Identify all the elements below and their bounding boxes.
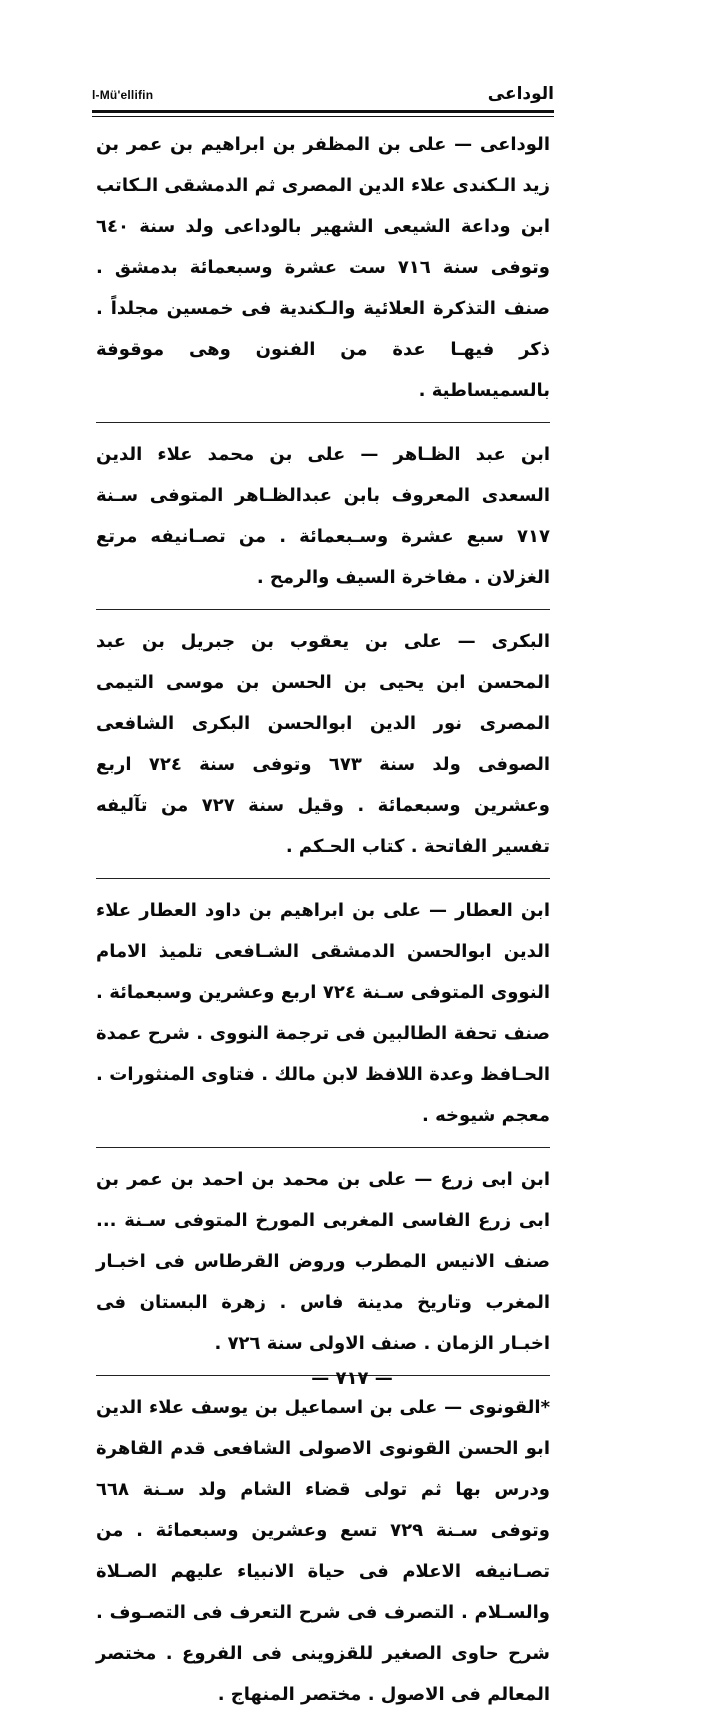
entry-separator	[96, 609, 550, 610]
entry-separator	[96, 422, 550, 423]
header-rule-thin	[92, 116, 554, 117]
entry-qunawi: *القونوی — علی بن اسماعیل بن یوسف علاء الدین ابو الحسن القونوی الاصولی الشافعی قدم القاهرة ودرس بها ثم تولی قضاء الشام ولد سـنة ٦٦٨ وتوفی سـنة ٧٢٩ تسع وعشرین وسبعمائة . من تصـانیفه الاعلام فی حیاة الانبیاء علیهم الصـلاة والسـلام . التصرف فی شرح التعرف فی التصـوف . شرح حاوی الصغیر للقزوینی فی الفروع . مختصر المعالم فی الاصول . مختصر المنهاج .	[96, 1397, 550, 1705]
entry-ibn-al-attar: ابن العطار — علی بن ابراهیم بن داود العطار علاء الدین ابوالحسن الدمشقی الشـافعی تلمیذ الامام النووی المتوفی سـنة ٧٢٤ اربع وعشرین وسبعمائة . صنف تحفة الطالبین فی ترجمة النووی . شرح عمدة الحـافظ وعدة اللافظ لابن مالك . فتاوی المنثورات . معجم شیوخه .	[96, 900, 550, 1126]
entry-wadai: الوداعی — علی بن المظفر بن ابراهیم بن عمر بن زید الـكندی علاء الدین المصری ثم الدمشقی الـكاتب ابن وداعة الشیعی الشهیر بالوداعی ولد سنة ٦٤٠ وتوفی سنة ٧١٦ ست عشرة وسبعمائة بدمشق . صنف التذكرة العلائیة والـكندیة فی خمسین مجلداً . ذكر فیهـا عدة من الفنون وهی موقوفة بالسمیساطیة .	[96, 134, 550, 401]
entry-separator	[96, 878, 550, 879]
entry-ibn-abd-al-zahir: ابن عبد الظـاهر — علی بن محمد علاء الدین السعدی المعروف بابن عبدالظـاهر المتوفی سـنة ٧١٧ سبع عشرة وسـبعمائة . من تصـانیفه مرتع الغزلان . مفاخرة السیف والرمح .	[96, 444, 550, 588]
entry-bakri: البكری — علی بن یعقوب بن جبریل بن عبد المحسن ابن یحیی بن الحسن بن موسی التیمی المصری نور الدین ابوالحسن البكری الشافعی الصوفی ولد سنة ٦٧٣ وتوفی سنة ٧٢٤ اربع وعشرین وسبعمائة . وقیل سنة ٧٢٧ من تآلیفه تفسیر الفاتحة . كتاب الحـكم .	[96, 631, 550, 857]
running-header	[92, 84, 554, 110]
header-right-text: الوداعی	[487, 84, 554, 104]
page-number: — ٧١٧ —	[311, 1368, 393, 1389]
header-rule-thick	[92, 110, 554, 113]
header-left-text: l-Mü'ellifin	[92, 88, 154, 102]
entry-separator	[96, 1147, 550, 1148]
entry-ibn-abi-zar: ابن ابی زرع — علی بن محمد بن احمد بن عمر بن ابی زرع الفاسی المغربی المورخ المتوفی سـنة ... صنف الانیس المطرب وروض القرطاس فی اخبـار المغرب وتاریخ مدینة فاس . زهرة البستان فی اخبـار الزمان . صنف الاولی سنة ٧٢٦ .	[96, 1169, 550, 1354]
entries-column	[96, 124, 550, 1715]
